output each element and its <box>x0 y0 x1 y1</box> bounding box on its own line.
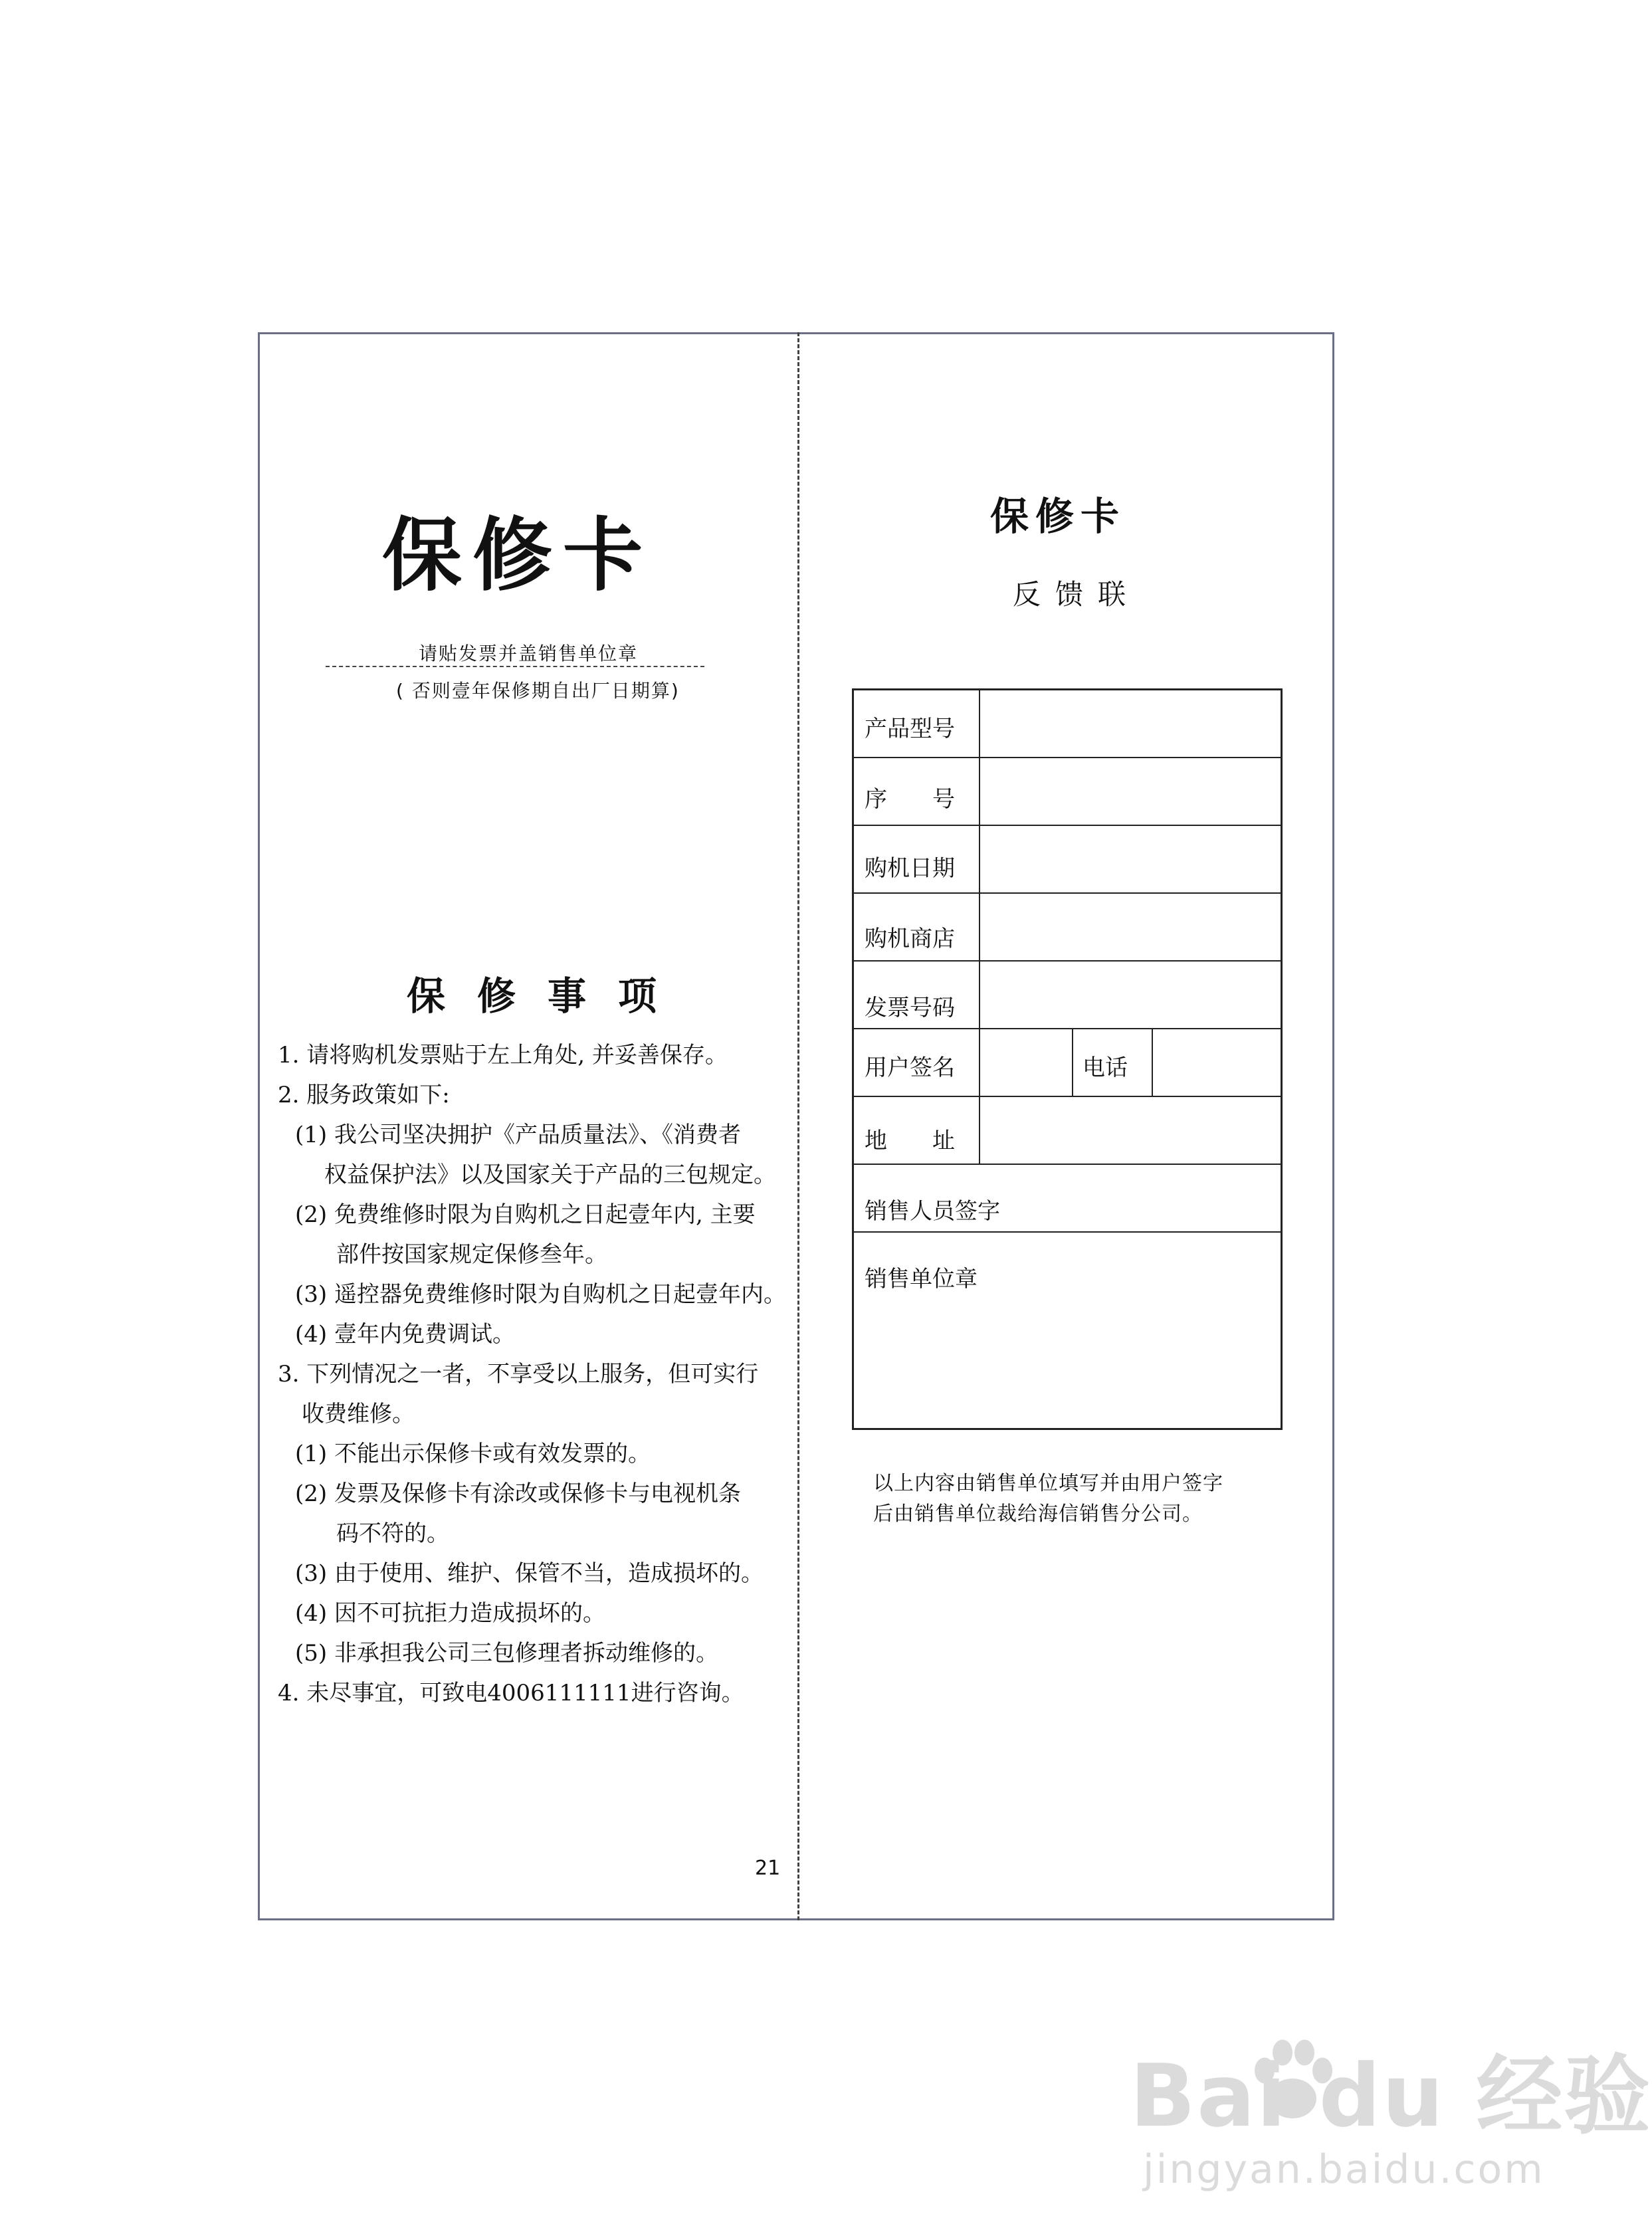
term-line: (1) 不能出示保修卡或有效发票的。 <box>295 1441 651 1467</box>
form-instructions <box>873 1469 1223 1530</box>
form-row-divider <box>854 757 1281 758</box>
field-label-address: 地 址 <box>865 1128 955 1154</box>
form-row-divider <box>854 1028 1281 1029</box>
form-instruction-line: 以上内容由销售单位填写并由用户签字 <box>873 1472 1223 1495</box>
warranty-card-title: 保修卡 <box>382 510 653 602</box>
watermark-url: jingyan.baidu.com <box>1143 2146 1545 2193</box>
term-line: (1) 我公司坚决拥护《产品质量法》、《消费者 <box>295 1122 741 1148</box>
term-line: 1. 请将购机发票贴于左上角处, 并妥善保存。 <box>278 1042 728 1068</box>
watermark-brand: Bai du 经验 <box>1130 2045 1652 2146</box>
field-label-invoice-no: 发票号码 <box>865 995 955 1021</box>
term-line: (3) 遥控器免费维修时限为自购机之日起壹年内。 <box>295 1281 786 1308</box>
field-label-user-sign: 用户签名 <box>865 1055 955 1081</box>
term-line: 3. 下列情况之一者，不享受以上服务，但可实行 <box>278 1361 759 1387</box>
term-line: (4) 因不可抗拒力造成损坏的。 <box>295 1600 605 1627</box>
invoice-paste-subnote: ( 否则壹年保修期自出厂日期算) <box>396 680 680 702</box>
field-label-purchase-date: 购机日期 <box>865 855 955 882</box>
form-row-divider <box>854 825 1281 826</box>
page-number: 21 <box>755 1857 781 1880</box>
term-line: 4. 未尽事宜，可致电4006111111进行咨询。 <box>278 1680 744 1706</box>
term-line: (2) 发票及保修卡有涂改或保修卡与电视机条 <box>295 1480 741 1507</box>
term-line: 权益保护法》以及国家关于产品的三包规定。 <box>324 1162 776 1188</box>
form-col-divider <box>979 690 980 1164</box>
feedback-card-title: 保修卡 <box>990 494 1126 539</box>
term-line: 码不符的。 <box>336 1520 449 1547</box>
fold-dashed-line <box>797 332 799 1920</box>
feedback-form-table <box>852 688 1283 1430</box>
field-label-model: 产品型号 <box>865 716 955 742</box>
field-label-serial: 序 号 <box>865 786 955 813</box>
field-label-sales-sign: 销售人员签字 <box>865 1198 1000 1225</box>
term-line: (3) 由于使用、维护、保管不当，造成损坏的。 <box>295 1560 764 1587</box>
term-line: 收费维修。 <box>302 1401 415 1427</box>
field-label-phone: 电话 <box>1083 1055 1128 1081</box>
form-row-divider <box>854 960 1281 962</box>
form-col-divider <box>1072 1028 1073 1096</box>
form-row-divider <box>854 892 1281 894</box>
form-row-divider <box>854 1096 1281 1097</box>
form-col-divider <box>1152 1028 1153 1096</box>
term-line: (5) 非承担我公司三包修理者拆动维修的。 <box>295 1640 718 1667</box>
term-line: (4) 壹年内免费调试。 <box>295 1321 515 1348</box>
field-label-seal: 销售单位章 <box>865 1266 978 1292</box>
invoice-paste-note: 请贴发票并盖销售单位章 <box>419 643 639 664</box>
form-row-divider <box>854 1231 1281 1233</box>
baidu-jingyan-watermark <box>1130 2027 1652 2199</box>
term-line: (2) 免费维修时限为自购机之日起壹年内, 主要 <box>295 1201 756 1228</box>
field-label-store: 购机商店 <box>865 926 955 952</box>
term-line: 2. 服务政策如下: <box>278 1082 450 1108</box>
form-row-divider <box>854 1164 1281 1165</box>
feedback-card-subtitle: 反馈联 <box>1013 578 1141 611</box>
invoice-divider <box>326 666 704 667</box>
warranty-terms-title: 保修事项 <box>407 973 689 1019</box>
form-instruction-line: 后由销售单位裁给海信销售分公司。 <box>873 1502 1203 1526</box>
term-line: 部件按国家规定保修叁年。 <box>336 1241 607 1268</box>
